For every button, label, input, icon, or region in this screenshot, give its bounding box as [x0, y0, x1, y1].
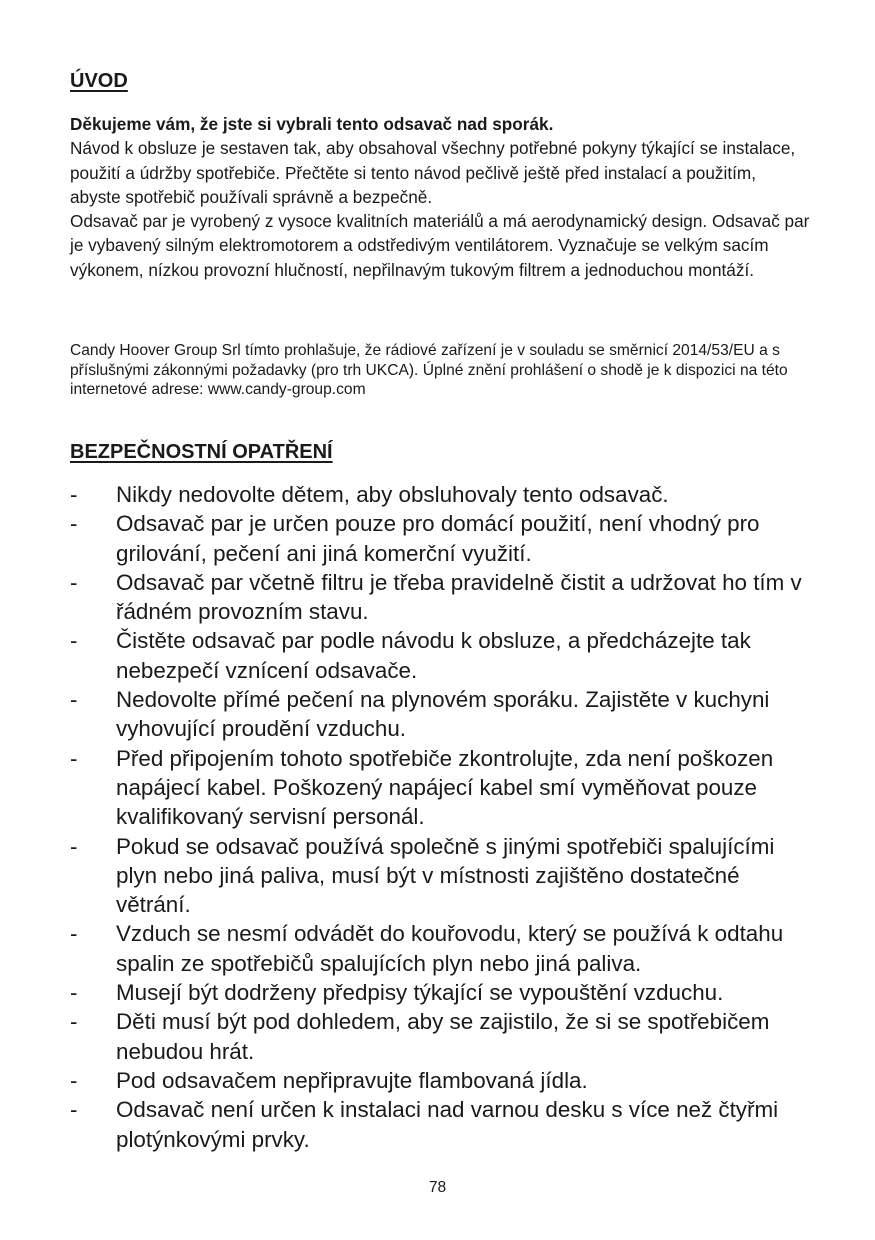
safety-item-text: Vzduch se nesmí odvádět do kouřovodu, který se používá k odtahu spalin ze spotřebičů spalujících plyn nebo jiná paliva.	[116, 921, 784, 976]
list-dash: -	[70, 687, 78, 713]
safety-list	[70, 480, 805, 1154]
declaration-of-conformity: Candy Hoover Group Srl tímto prohlašuje, že rádiové zařízení je v souladu se směrnicí 2014/53/EU a s příslušnými zákonnými požadavky (pro trh UKCA). Úplné znění prohlášení o shodě je k dispozici na této internetové adrese: www.candy-group.com	[70, 342, 788, 399]
safety-item-text: Před připojením tohoto spotřebiče zkontrolujte, zda není poškozen napájecí kabel. Poškozený napájecí kabel smí vyměňovat pouze kvalifikovaný servisní personál.	[116, 745, 774, 830]
safety-item	[70, 1095, 805, 1154]
safety-item-text: Nedovolte přímé pečení na plynovém sporáku. Zajistěte v kuchyni vyhovující proudění vzduchu.	[116, 687, 770, 742]
safety-item	[70, 919, 805, 978]
list-dash: -	[70, 511, 78, 537]
safety-item	[70, 480, 805, 509]
list-dash: -	[70, 1009, 78, 1035]
safety-item	[70, 509, 805, 568]
list-dash: -	[70, 569, 78, 595]
safety-item	[70, 978, 805, 1007]
safety-item-text: Čistěte odsavač par podle návodu k obsluze, a předcházejte tak nebezpečí vznícení odsavače.	[116, 628, 751, 683]
safety-item-text: Pokud se odsavač používá společně s jinými spotřebiči spalujícími plyn nebo jiná paliva, musí být v místnosti zajištěno dostatečné větrání.	[116, 833, 775, 918]
list-dash: -	[70, 921, 78, 947]
intro-lead: Děkujeme vám, že jste si vybrali tento odsavač nad sporák.	[70, 114, 554, 134]
intro-paragraph-2: Odsavač par je vyrobený z vysoce kvalitních materiálů a má aerodynamický design. Odsavač par je vybavený silným elektromotorem a odstředivým ventilátorem. Vyznačuje se velkým sacím výkonem, nízkou provozní hlučností, nepřilnavým tukovým filtrem a jednoduchou montáží.	[70, 211, 810, 280]
intro-section	[70, 112, 810, 282]
safety-heading: BEZPEČNOSTNÍ OPATŘENÍ	[70, 441, 333, 463]
safety-item-text: Nikdy nedovolte dětem, aby obsluhovaly tento odsavač.	[116, 482, 669, 507]
safety-item	[70, 1007, 805, 1066]
list-dash: -	[70, 482, 78, 507]
list-dash: -	[70, 980, 78, 1006]
safety-item	[70, 832, 805, 920]
list-dash: -	[70, 833, 78, 859]
safety-item	[70, 626, 805, 685]
list-dash: -	[70, 1097, 78, 1123]
safety-item	[70, 685, 805, 744]
safety-item-text: Odsavač par včetně filtru je třeba pravidelně čistit a udržovat ho tím v řádném provozním stavu.	[116, 569, 802, 625]
safety-item	[70, 568, 805, 627]
page-number: 78	[428, 1179, 447, 1196]
safety-item-text: Děti musí být pod dohledem, aby se zajistilo, že si se spotřebičem nebudou hrát.	[116, 1009, 770, 1064]
list-dash: -	[70, 745, 78, 771]
intro-heading: ÚVOD	[70, 70, 128, 92]
safety-item	[70, 1066, 805, 1095]
intro-paragraph-1: Návod k obsluze je sestaven tak, aby obsahoval všechny potřebné pokyny týkající se instalace, použití a údržby spotřebiče. Přečtěte si tento návod pečlivě ještě před instalací a použitím, abyste spotřebič používali správně a bezpečně.	[70, 138, 796, 207]
safety-item-text: Pod odsavačem nepřipravujte flambovaná jídla.	[116, 1067, 588, 1093]
safety-item	[70, 744, 805, 832]
safety-item-text: Odsavač par je určen pouze pro domácí použití, není vhodný pro grilování, pečení ani jiná komerční využití.	[116, 511, 760, 566]
safety-item-text: Musejí být dodrženy předpisy týkající se vypouštění vzduchu.	[116, 980, 724, 1006]
list-dash: -	[70, 1067, 78, 1093]
safety-item-text: Odsavač není určen k instalaci nad varnou desku s více než čtyřmi plotýnkovými prvky.	[116, 1097, 779, 1152]
list-dash: -	[70, 628, 78, 654]
